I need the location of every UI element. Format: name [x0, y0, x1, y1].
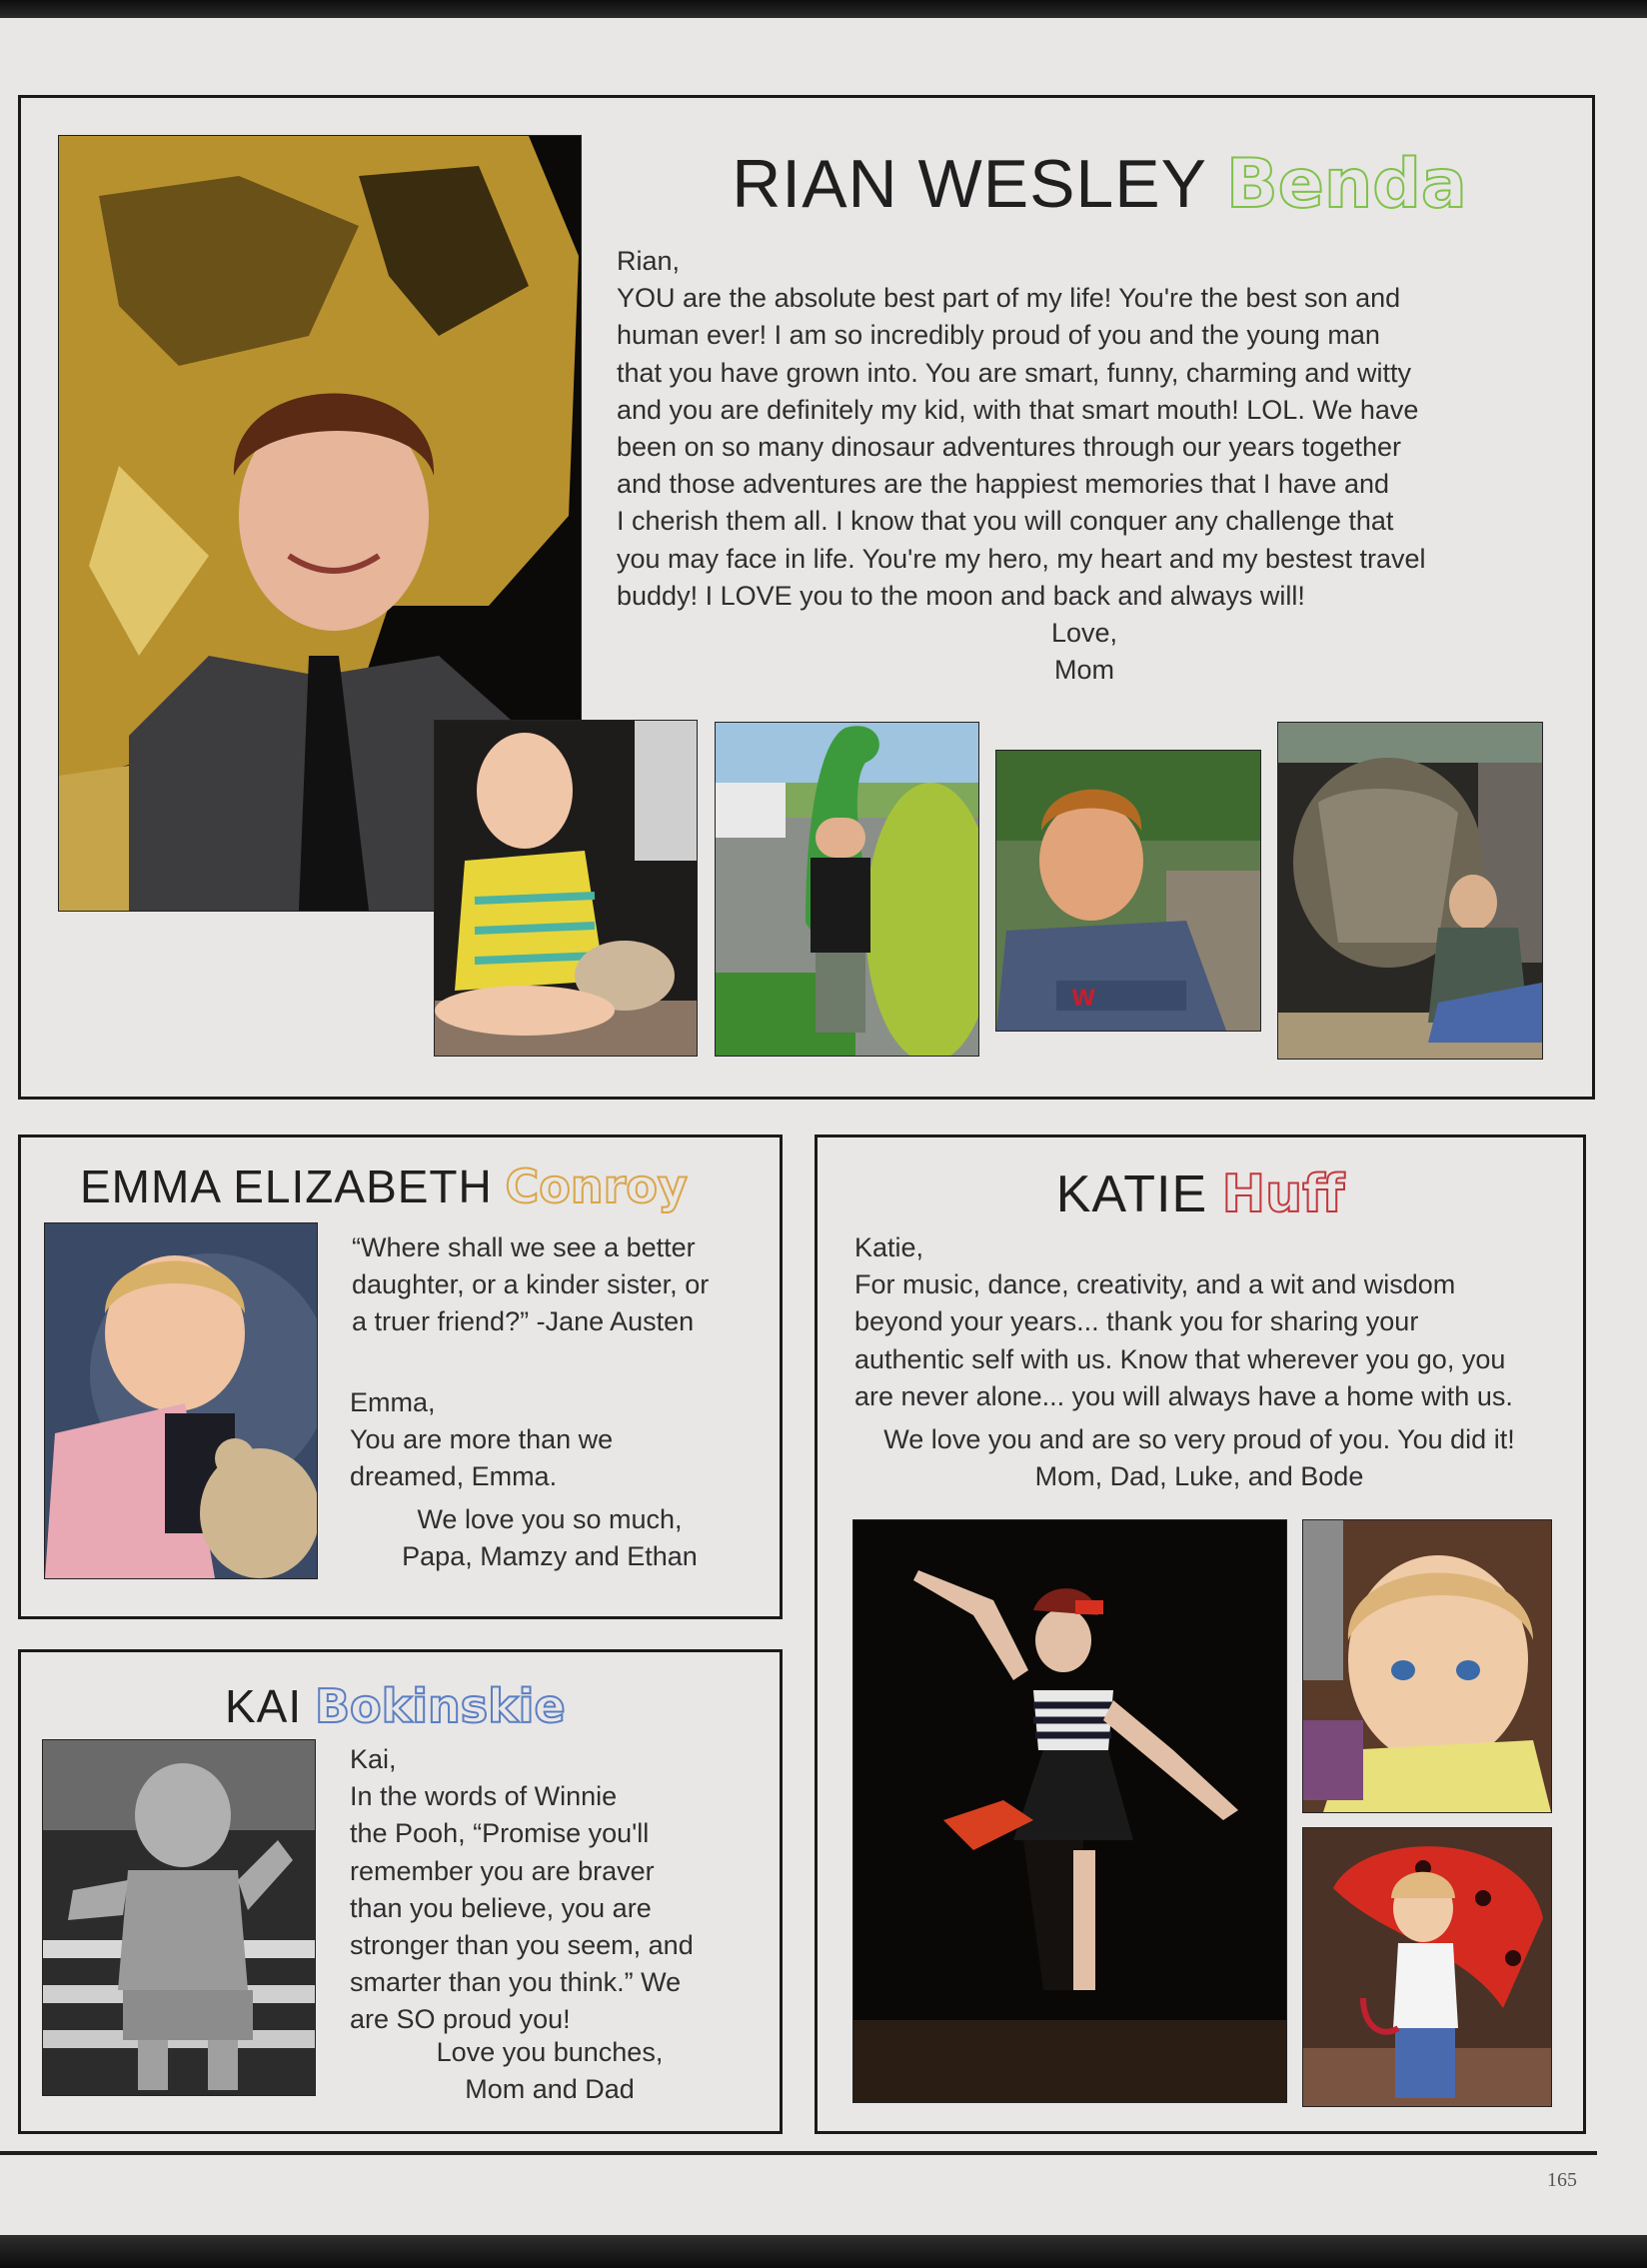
- emma-first-name: EMMA ELIZABETH: [80, 1160, 493, 1212]
- katie-line-1: For music, dance, creativity, and a wit and wisdom: [854, 1269, 1456, 1300]
- katie-line-2: beyond your years... thank you for sharing your: [854, 1306, 1419, 1337]
- rian-line-4: and you are definitely my kid, with that smart mouth! LOL. We have: [617, 394, 1419, 425]
- footer-rule: [0, 2151, 1597, 2155]
- rian-line-8: you may face in life. You're my hero, my heart and my bestest travel: [617, 543, 1426, 574]
- kai-line-5: stronger than you seem, and: [350, 1930, 694, 1961]
- rian-line-6: and those adventures are the happiest memories that I have and: [617, 469, 1389, 500]
- emma-signoff: [370, 1501, 730, 1575]
- emma-letter: [350, 1384, 613, 1496]
- rian-first-name: RIAN WESLEY: [732, 146, 1207, 222]
- katie-toddler-photo: [1302, 1519, 1552, 1813]
- svg-text:W: W: [1071, 987, 1096, 1012]
- kai-line-6: smarter than you think.” We: [350, 1967, 682, 1998]
- katie-first-name: KATIE: [1055, 1165, 1208, 1223]
- kai-line-2: the Pooh, “Promise you'll: [350, 1818, 650, 1849]
- kai-line-1: In the words of Winnie: [350, 1781, 618, 1812]
- katie-signoff: [839, 1421, 1559, 1495]
- page-number: 165: [1547, 2169, 1577, 2191]
- emma-quote-line-3: a truer friend?” -Jane Austen: [352, 1306, 695, 1337]
- emma-line-2: dreamed, Emma.: [350, 1461, 558, 1492]
- rian-greeting: Rian,: [617, 246, 681, 276]
- rian-bison-skull-photo: [1277, 722, 1543, 1060]
- kai-closing: Love you bunches,: [436, 2037, 664, 2067]
- rian-line-3: that you have grown into. You are smart, funny, charming and witty: [617, 357, 1411, 388]
- emma-last-name: Conroy: [505, 1159, 688, 1213]
- rian-line-7: I cherish them all. I know that you will conquer any challenge that: [617, 506, 1394, 537]
- rian-line-1: YOU are the absolute best part of my life! You're the best son and: [617, 283, 1401, 314]
- rian-letter: [617, 243, 1426, 615]
- rian-wisconsin-shirt-photo: [995, 750, 1261, 1032]
- katie-line-3: authentic self with us. Know that wherever you go, you: [854, 1343, 1506, 1374]
- katie-last-name: Huff: [1221, 1164, 1345, 1224]
- rian-last-name: Benda: [1225, 145, 1467, 224]
- katie-heading: [815, 1164, 1586, 1224]
- emma-heading: [80, 1159, 688, 1213]
- katie-umbrella-photo: [1302, 1827, 1552, 2107]
- emma-quote-line-2: daughter, or a kinder sister, or: [352, 1269, 710, 1300]
- emma-greeting: Emma,: [350, 1387, 436, 1417]
- katie-greeting: Katie,: [854, 1232, 924, 1262]
- emma-quote-line-1: “Where shall we see a better: [352, 1232, 696, 1262]
- kai-greeting: Kai,: [350, 1744, 397, 1774]
- kai-last-name: Bokinskie: [314, 1679, 566, 1733]
- kai-line-3: remember you are braver: [350, 1855, 655, 1886]
- emma-line-1: You are more than we: [350, 1424, 614, 1455]
- kai-first-name: KAI: [225, 1680, 303, 1732]
- kai-letter: [350, 1741, 694, 2039]
- katie-center-line-1: We love you and are so very proud of you. You did it!: [883, 1424, 1515, 1454]
- kai-heading: [225, 1679, 566, 1733]
- emma-baby-photo: [44, 1222, 318, 1579]
- rian-line-9: buddy! I LOVE you to the moon and back and always will!: [617, 580, 1305, 611]
- rian-heading: [690, 145, 1509, 224]
- rian-line-5: been on so many dinosaur adventures through our years together: [617, 432, 1402, 463]
- emma-signature: Papa, Mamzy and Ethan: [402, 1541, 698, 1572]
- kai-signoff: [400, 2034, 700, 2108]
- katie-letter: [854, 1229, 1513, 1415]
- emma-closing: We love you so much,: [417, 1504, 683, 1534]
- kai-line-7: are SO proud you!: [350, 2004, 571, 2035]
- rian-line-2: human ever! I am so incredibly proud of you and the young man: [617, 320, 1380, 351]
- kai-signature: Mom and Dad: [465, 2074, 635, 2105]
- katie-center-line-2: Mom, Dad, Luke, and Bode: [1034, 1461, 1364, 1492]
- rian-dinosaur-statue-photo: [715, 722, 979, 1057]
- scan-bottom-edge: [0, 2235, 1647, 2268]
- rian-baby-photo: [434, 720, 698, 1057]
- rian-signoff: [999, 615, 1169, 689]
- emma-quote: [352, 1229, 709, 1341]
- katie-dance-photo: [852, 1519, 1287, 2103]
- katie-line-4: are never alone... you will always have a home with us.: [854, 1380, 1513, 1411]
- rian-signature: Mom: [1054, 655, 1114, 686]
- kai-line-4: than you believe, you are: [350, 1892, 652, 1923]
- rian-closing: Love,: [1050, 618, 1118, 648]
- kai-baby-photo: [42, 1739, 316, 2096]
